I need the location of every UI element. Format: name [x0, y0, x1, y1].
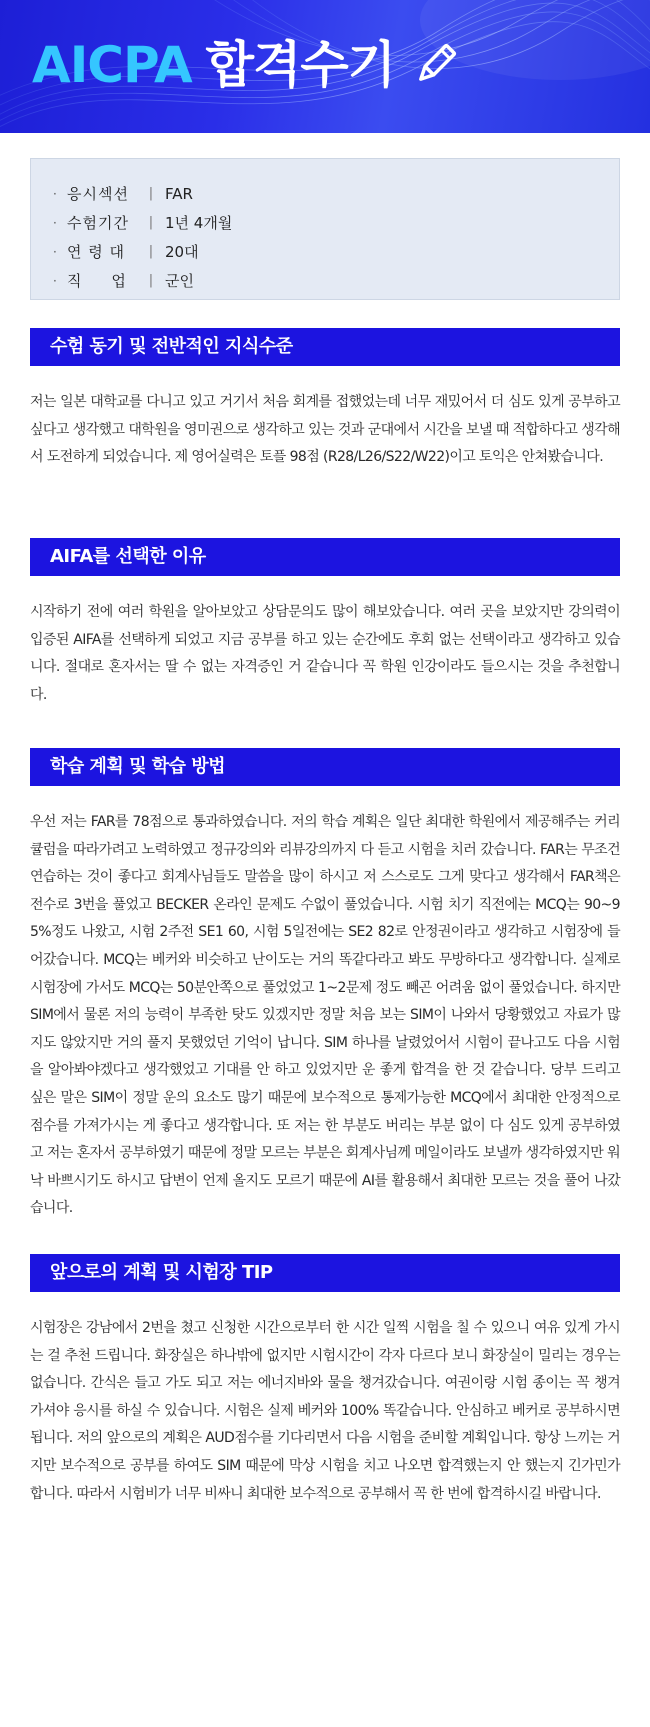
- info-separator: |: [148, 186, 154, 201]
- banner-title-en: AICPA: [32, 36, 192, 94]
- info-row-age: [53, 237, 619, 266]
- section-study-plan: [30, 748, 620, 1223]
- section-body: 시작하기 전에 여러 학원을 알아보았고 상담문의도 많이 해보았습니다. 여러 곳을 보았지만 강의력이 입증된 AIFA를 선택하게 되었고 지금 공부를 하고 있는 순간에도 후회 없는 선택이라고 생각하고 있습니다. 절대로 혼자서는 딸 수 없는 자격증인 거 같습니다 꼭 학원 인강이라도 들으시는 것을 추천합니다.: [30, 604, 620, 703]
- info-row-period: [53, 208, 619, 237]
- bullet-icon: ·: [53, 215, 57, 230]
- section-body: 시험장은 강남에서 2번을 쳤고 신청한 시간으로부터 한 시간 일찍 시험을 칠 수 있으니 여유 있게 가시는 걸 추천 드립니다. 화장실은 하나밖에 없지만 시험시간이 각자 다르다 보니 화장실이 밀리는 경우는 없습니다. 간식은 들고 가도 되고 저는 에너지바와 물을 챙겨갔습니다. 여권이랑 시험 종이는 꼭 챙겨 가셔야 응시를 하실 수 있습니다. 시험은 실제 베커와 100% 똑같습니다. 안심하고 베커로 공부하시면 됩니다. 저의 앞으로의 계획은 AUD점수를 기다리면서 다음 시험을 준비할 계획입니다. 항상 느끼는 거지만 보수적으로 공부를 하여도 SIM 때문에 막상 시험을 치고 나오면 합격했는지 안 했는지 긴가민가합니다. 따라서 시험비가 너무 비싸니 최대한 보수적으로 공부해서 꼭 한 번에 합격하시길 바랍니다.: [30, 1320, 620, 1502]
- info-value: 20대: [165, 243, 199, 261]
- info-row-job: [53, 266, 619, 295]
- bullet-icon: ·: [53, 244, 57, 259]
- info-separator: |: [148, 273, 154, 288]
- section-body: 저는 일본 대학교를 다니고 있고 거기서 처음 회계를 접했었는데 너무 재밌어서 더 심도 있게 공부하고 싶다고 생각했고 대학원을 영미권으로 생각하고 있는 것과 군대에서 시간을 보낼 때 적합하다고 생각해서 도전하게 되었습니다. 제 영어실력은 토플 98점 (R28/L26/S22/W22)이고 토익은 안쳐봤습니다.: [30, 394, 620, 466]
- bullet-icon: ·: [53, 186, 57, 201]
- section-heading: 학습 계획 및 학습 방법: [30, 748, 620, 786]
- banner-title: [32, 30, 459, 100]
- info-value: 1년 4개월: [165, 214, 233, 232]
- banner-title-ko: 합격수기: [205, 36, 395, 94]
- section-heading: 앞으로의 계획 및 시험장 TIP: [30, 1254, 620, 1292]
- section-heading: AIFA를 선택한 이유: [30, 538, 620, 576]
- info-label: 수험기간: [67, 214, 129, 232]
- info-value: FAR: [165, 184, 193, 203]
- info-separator: |: [148, 244, 154, 259]
- section-heading: 수험 동기 및 전반적인 지식수준: [30, 328, 620, 366]
- section-motivation: [30, 328, 620, 472]
- info-row-section: [53, 179, 619, 208]
- section-why-aifa: [30, 538, 620, 709]
- pencil-icon: [411, 41, 459, 89]
- profile-info-box: [30, 158, 620, 300]
- hero-banner: [0, 0, 650, 133]
- info-label: 연 령 대: [67, 243, 126, 261]
- bullet-icon: ·: [53, 273, 57, 288]
- section-body: 우선 저는 FAR를 78점으로 통과하였습니다. 저의 학습 계획은 일단 최대한 학원에서 제공해주는 커리큘럼을 따라가려고 노력하였고 정규강의와 리뷰강의까지 다 듣고 시험을 치러 갔습니다. FAR는 무조건 연습하는 것이 좋다고 회계사님들도 말씀을 많이 하시고 저 스스로도 그게 맞다고 생각해서 FAR책은 전수로 3번을 풀었고 BECKER 온라인 문제도 수없이 풀었습니다. 시험 치기 직전에는 MCQ는 90~95%정도 나왔고, 시험 2주전 SE1 60, 시험 5일전에는 SE2 82로 안정권이라고 생각하고 시험장에 들어갔습니다. MCQ는 베커와 비슷하고 난이도는 거의 똑같다라고 봐도 무방하다고 생각합니다. 실제로 시험장에 가서도 MCQ는 50분안쪽으로 풀었었고 1~2문제 정도 빼곤 어려움 없이 풀었습니다. 하지만 SIM에서 물론 저의 능력이 부족한 탓도 있겠지만 정말 처음 보는 SIM이 나와서 당황했었고 자료가 많지도 않았지만 거의 풀지 못했었던 기억이 납니다. SIM 하나를 날렸었어서 시험이 끝나고도 다음 시험을 알아봐야겠다고 생각했었고 기대를 안 하고 있었지만 운 좋게 합격을 한 것 같습니다. 당부 드리고 싶은 말은 SIM이 정말 운의 요소도 많기 때문에 보수적으로 통제가능한 MCQ에서 최대한 안정적으로 점수를 가져가시는 게 좋다고 생각합니다. 또 저는 한 부분도 버리는 부분 없이 다 심도 있게 공부하였고 저는 혼자서 공부하였기 때문에 정말 모르는 부분은 회계사님께 메일이라도 보낼까 생각하였지만 워낙 바쁘시기도 하시고 답변이 언제 올지도 모르기 때문에 AI를 활용해서 최대한 모르는 것을 풀어 나갔습니다.: [30, 814, 620, 1217]
- section-future-tips: [30, 1254, 620, 1508]
- info-label: 응시섹션: [67, 185, 129, 203]
- info-label: 직 업: [67, 272, 127, 290]
- info-separator: |: [148, 215, 154, 230]
- info-value: 군인: [165, 272, 194, 290]
